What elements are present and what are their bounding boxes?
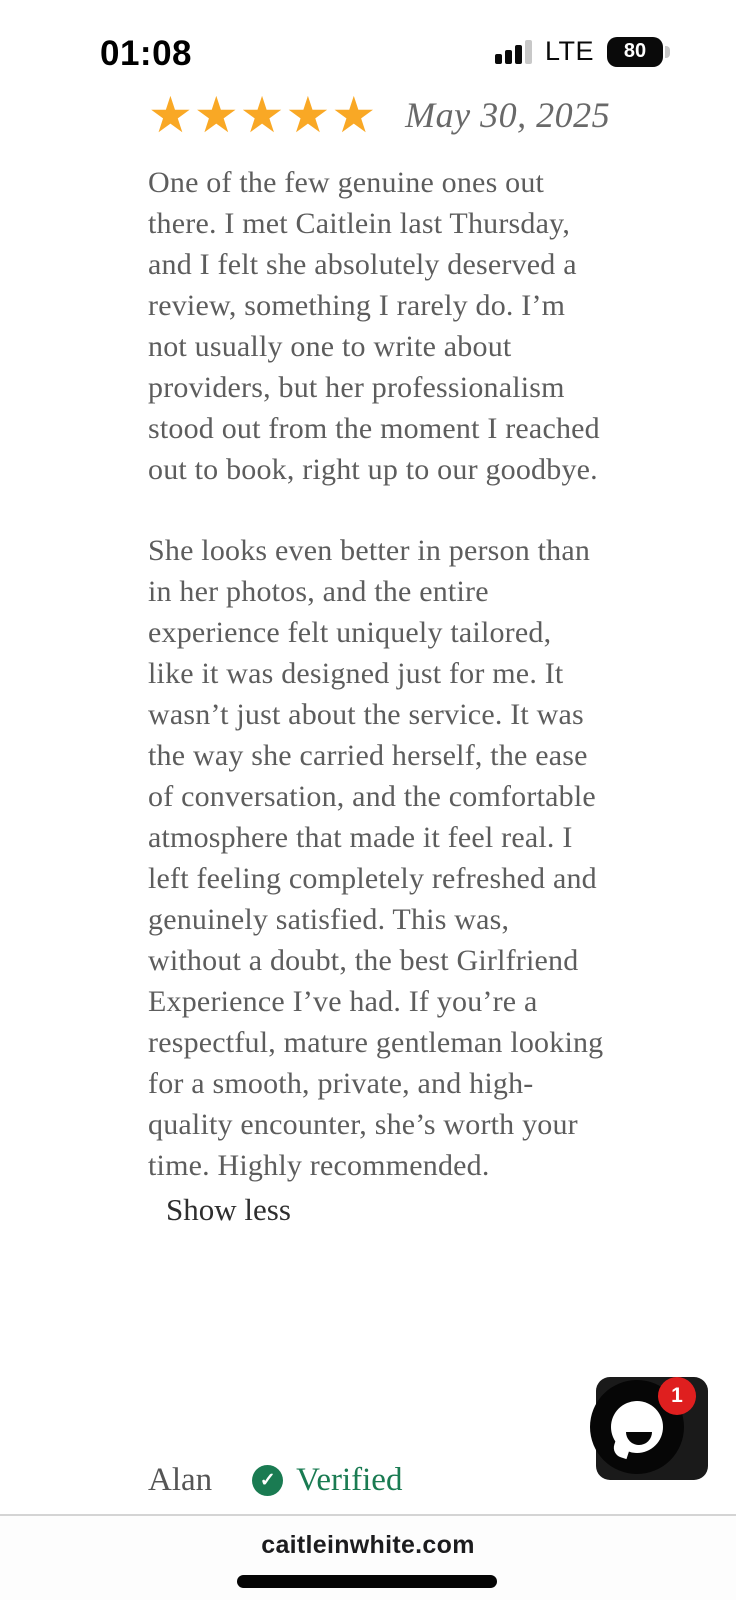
star-icon: ★ bbox=[148, 87, 193, 143]
browser-bottom-bar bbox=[0, 1516, 736, 1600]
show-less-link[interactable]: Show less bbox=[166, 1192, 291, 1227]
verified-label: Verified bbox=[296, 1462, 403, 1498]
reviewer-row bbox=[148, 1462, 402, 1499]
chat-bubble-icon bbox=[611, 1401, 663, 1453]
chat-unread-badge: 1 bbox=[658, 1377, 696, 1415]
star-rating bbox=[148, 88, 377, 142]
star-icon: ★ bbox=[331, 87, 377, 143]
star-icon: ★ bbox=[193, 87, 239, 143]
home-indicator[interactable] bbox=[237, 1575, 497, 1588]
reviewer-name: Alan bbox=[148, 1462, 213, 1498]
verified-check-icon bbox=[252, 1465, 283, 1496]
battery-tip bbox=[665, 46, 670, 58]
status-bar bbox=[0, 30, 736, 80]
chat-bubble-smile bbox=[626, 1432, 652, 1445]
star-icon: ★ bbox=[239, 87, 285, 143]
address-bar[interactable]: caitleinwhite.com bbox=[261, 1531, 475, 1559]
rating-row bbox=[148, 88, 610, 142]
battery-icon bbox=[607, 37, 670, 67]
review-date: May 30, 2025 bbox=[405, 95, 611, 135]
clock: 01:08 bbox=[100, 34, 193, 73]
signal-strength-icon bbox=[495, 40, 532, 64]
review-paragraph: She looks even better in person than in her photos, and the entire experience felt uniquely tailored, like it was designed just for me. It wasn’t just about the service. It was the way she carried herself, the ease of conversation, and the comfortable atmosphere that made it feel real. I left feeling completely refreshed and genuinely satisfied. This was, without a doubt, the best Girlfriend Experience I’ve had. If you’re a respectful, mature gentleman looking for a smooth, private, and high-quality encounter, she’s worth your time. Highly recommended. bbox=[148, 534, 604, 1182]
star-icon: ★ bbox=[285, 87, 331, 143]
check-icon: ✓ bbox=[259, 1470, 276, 1491]
battery-percent: 80 bbox=[607, 37, 663, 67]
review-paragraph: One of the few genuine ones out there. I met Caitlein last Thursday, and I felt she absolutely deserved a review, something I rarely do. I’m not usually one to write about providers, but her professionalism stood out from the moment I reached out to book, right up to our goodbye. bbox=[148, 166, 600, 486]
review-body bbox=[148, 162, 604, 1457]
chat-widget-button[interactable] bbox=[596, 1377, 708, 1480]
network-type-label: LTE bbox=[544, 36, 594, 66]
